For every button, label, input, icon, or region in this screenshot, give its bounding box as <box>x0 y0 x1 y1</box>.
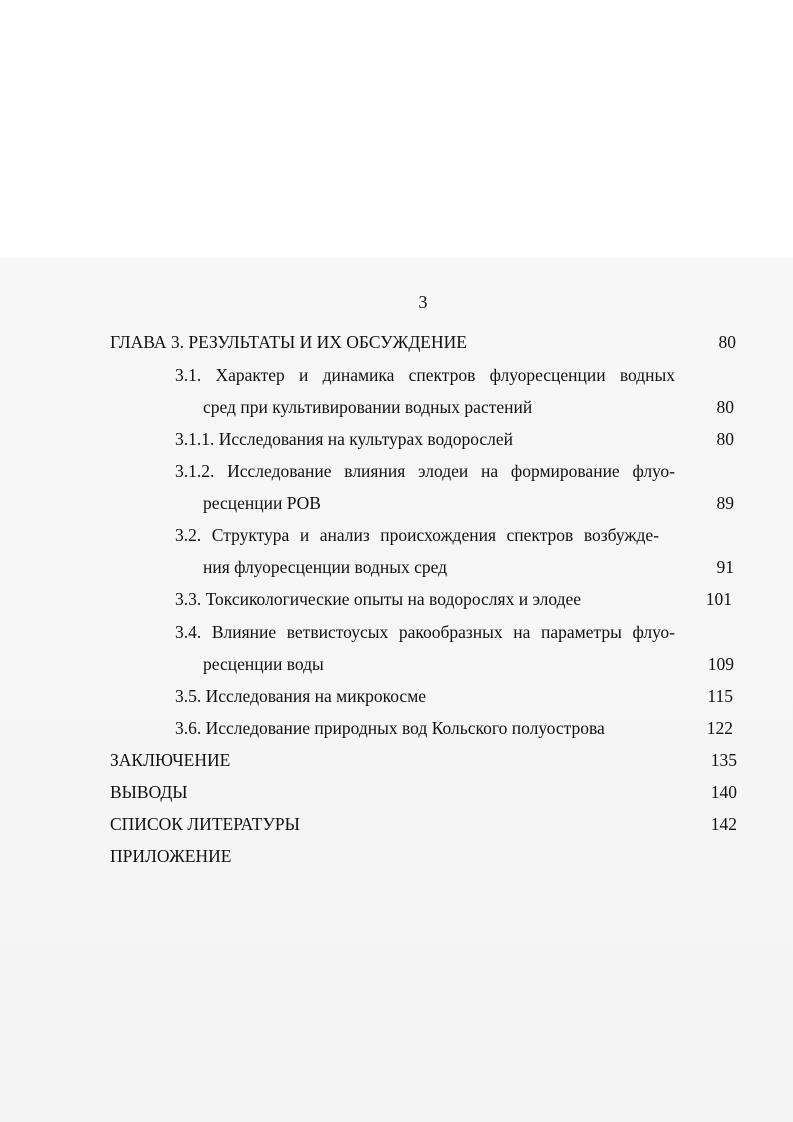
page-number: 3 <box>418 292 428 312</box>
toc-conclusion-page: 135 <box>710 750 737 770</box>
toc-section-3-1-2-line2: ресценции РОВ <box>203 493 321 513</box>
toc-references-page: 142 <box>710 814 737 834</box>
toc-section-3-4-line2: ресценции воды <box>203 654 324 674</box>
toc-chapter-3-page: 80 <box>718 332 736 352</box>
toc-section-3-1-line2: сред при культивировании водных растений <box>203 397 533 417</box>
toc-section-3-4-line1: 3.4. Влияние ветвистоусых ракообразных на параметры флуо- <box>175 622 675 642</box>
toc-section-3-5-page: 115 <box>707 686 733 706</box>
toc-section-3-1-1-title: 3.1.1. Исследования на культурах водорослей <box>175 429 514 449</box>
toc-section-3-1-2-line1: 3.1.2. Исследование влияния элодеи на формирование флуо- <box>175 461 675 481</box>
toc-conclusion-title: ЗАКЛЮЧЕНИЕ <box>110 750 231 770</box>
toc-section-3-2-line2: ния флуоресценции водных сред <box>203 557 448 577</box>
toc-section-3-4-page: 109 <box>707 654 734 674</box>
toc-chapter-3-title: ГЛАВА 3. РЕЗУЛЬТАТЫ И ИХ ОБСУЖДЕНИЕ <box>110 332 467 352</box>
toc-section-3-3-title: 3.3. Токсикологические опыты на водорослях и элодее <box>175 589 582 609</box>
toc-section-3-3-page: 101 <box>705 589 732 609</box>
toc-section-3-2-line1: 3.2. Структура и анализ происхождения спектров возбужде- <box>175 525 659 545</box>
toc-section-3-1-page: 80 <box>716 397 734 417</box>
toc-appendix-title: ПРИЛОЖЕНИЕ <box>110 846 232 866</box>
toc-findings-title: ВЫВОДЫ <box>110 782 188 802</box>
toc-references-title: СПИСОК ЛИТЕРАТУРЫ <box>110 814 300 834</box>
toc-section-3-1-2-page: 89 <box>716 493 734 513</box>
toc-section-3-6-title: 3.6. Исследование природных вод Кольского полуострова <box>175 718 605 738</box>
toc-section-3-6-page: 122 <box>706 718 733 738</box>
toc-section-3-2-page: 91 <box>716 557 734 577</box>
toc-section-3-5-title: 3.5. Исследования на микрокосме <box>175 686 427 706</box>
toc-section-3-1-line1: 3.1. Характер и динамика спектров флуоресценции водных <box>175 365 675 385</box>
toc-findings-page: 140 <box>710 782 737 802</box>
toc-section-3-1-1-page: 80 <box>716 429 734 449</box>
